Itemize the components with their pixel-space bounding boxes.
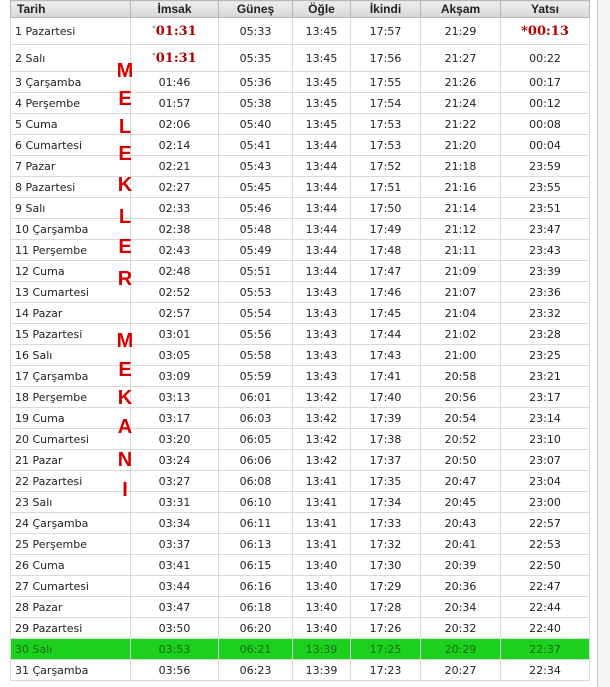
cell-ogle: 13:43 [293, 324, 351, 345]
cell-date: 24 Çarşamba [11, 513, 131, 534]
cell-gunes: 05:38 [219, 93, 293, 114]
cell-imsak: 03:27 [131, 471, 219, 492]
cell-date: 28 Pazar [11, 597, 131, 618]
cell-date: 25 Perşembe [11, 534, 131, 555]
cell-gunes: 06:23 [219, 660, 293, 681]
cell-ogle: 13:44 [293, 198, 351, 219]
table-row [11, 387, 590, 408]
table-row [11, 471, 590, 492]
cell-imsak: 02:06 [131, 114, 219, 135]
cell-imsak: 03:31 [131, 492, 219, 513]
table-row [11, 555, 590, 576]
column-header-ogle[interactable]: Öğle [293, 1, 351, 18]
cell-yatsi: 00:04 [501, 135, 590, 156]
cell-ikindi: 17:26 [351, 618, 421, 639]
cell-ogle: 13:43 [293, 345, 351, 366]
cell-yatsi: 23:55 [501, 177, 590, 198]
cell-imsak: 03:05 [131, 345, 219, 366]
cell-ikindi: 17:45 [351, 303, 421, 324]
cell-aksam: 21:24 [421, 93, 501, 114]
cell-aksam: 21:27 [421, 45, 501, 72]
vertical-scrollbar[interactable] [597, 0, 610, 687]
cell-gunes: 05:54 [219, 303, 293, 324]
cell-yatsi: 00:12 [501, 93, 590, 114]
cell-yatsi: 22:50 [501, 555, 590, 576]
cell-date: 22 Pazartesi [11, 471, 131, 492]
cell-aksam: 21:20 [421, 135, 501, 156]
cell-ikindi: 17:51 [351, 177, 421, 198]
cell-date: 15 Pazartesi [11, 324, 131, 345]
table-row [11, 219, 590, 240]
cell-gunes: 06:20 [219, 618, 293, 639]
cell-ikindi: 17:55 [351, 72, 421, 93]
cell-gunes: 06:18 [219, 597, 293, 618]
cell-aksam: 21:00 [421, 345, 501, 366]
cell-imsak: 03:01 [131, 324, 219, 345]
table-row [11, 534, 590, 555]
cell-gunes: 05:56 [219, 324, 293, 345]
cell-yatsi: 22:34 [501, 660, 590, 681]
cell-ogle: 13:40 [293, 555, 351, 576]
cell-aksam: 21:29 [421, 18, 501, 45]
cell-ikindi: 17:34 [351, 492, 421, 513]
cell-yatsi: 23:17 [501, 387, 590, 408]
cell-imsak: 02:14 [131, 135, 219, 156]
cell-aksam: 20:43 [421, 513, 501, 534]
cell-ikindi: 17:50 [351, 198, 421, 219]
cell-aksam: 21:18 [421, 156, 501, 177]
watermark-letter: E [118, 143, 132, 165]
watermark-letter: I [122, 479, 128, 501]
cell-gunes: 05:40 [219, 114, 293, 135]
cell-date: 20 Cumartesi [11, 429, 131, 450]
watermark-letter: M [116, 330, 134, 352]
cell-yatsi: 22:37 [501, 639, 590, 660]
cell-yatsi: 22:40 [501, 618, 590, 639]
cell-gunes: 05:36 [219, 72, 293, 93]
cell-aksam: 21:09 [421, 261, 501, 282]
cell-ikindi: 17:32 [351, 534, 421, 555]
cell-gunes: 05:35 [219, 45, 293, 72]
watermark-letter: L [118, 206, 132, 228]
cell-imsak: 02:52 [131, 282, 219, 303]
watermark-letter: N [117, 449, 133, 471]
cell-gunes: 06:10 [219, 492, 293, 513]
table-row [11, 261, 590, 282]
cell-date: 6 Cumartesi [11, 135, 131, 156]
table-row [11, 198, 590, 219]
table-row [11, 240, 590, 261]
cell-gunes: 05:45 [219, 177, 293, 198]
cell-ogle: 13:45 [293, 45, 351, 72]
column-header-yatsi[interactable]: Yatsı [501, 1, 590, 18]
cell-gunes: 06:21 [219, 639, 293, 660]
cell-yatsi: 00:08 [501, 114, 590, 135]
cell-yatsi: 23:07 [501, 450, 590, 471]
cell-yatsi: 23:32 [501, 303, 590, 324]
cell-yatsi: 23:43 [501, 240, 590, 261]
cell-yatsi: 00:17 [501, 72, 590, 93]
watermark-letter: L [118, 116, 132, 138]
cell-yatsi: 23:36 [501, 282, 590, 303]
cell-yatsi: 23:04 [501, 471, 590, 492]
cell-aksam: 20:58 [421, 366, 501, 387]
cell-aksam: 20:36 [421, 576, 501, 597]
watermark-letter: E [118, 88, 132, 110]
cell-aksam: 20:39 [421, 555, 501, 576]
cell-aksam: 20:52 [421, 429, 501, 450]
cell-aksam: 20:41 [421, 534, 501, 555]
cell-value: 01:31 [155, 50, 197, 66]
cell-date: 26 Cuma [11, 555, 131, 576]
table-row [11, 345, 590, 366]
cell-ikindi: 17:41 [351, 366, 421, 387]
cell-gunes: 05:49 [219, 240, 293, 261]
cell-gunes: 05:51 [219, 261, 293, 282]
cell-aksam: 21:02 [421, 324, 501, 345]
cell-gunes: 06:08 [219, 471, 293, 492]
cell-aksam: 21:26 [421, 72, 501, 93]
watermark-letter: K [117, 174, 133, 196]
table-row [11, 177, 590, 198]
cell-ogle: 13:39 [293, 639, 351, 660]
table-row [11, 135, 590, 156]
cell-date: 3 Çarşamba [11, 72, 131, 93]
cell-yatsi: 23:21 [501, 366, 590, 387]
cell-yatsi: 22:53 [501, 534, 590, 555]
cell-date: 30 Salı [11, 639, 131, 660]
cell-yatsi: 00:22 [501, 45, 590, 72]
cell-imsak [131, 18, 219, 45]
cell-ogle: 13:43 [293, 282, 351, 303]
cell-ogle: 13:43 [293, 303, 351, 324]
table-row [11, 366, 590, 387]
cell-imsak: 02:43 [131, 240, 219, 261]
cell-ikindi: 17:53 [351, 135, 421, 156]
cell-ikindi: 17:56 [351, 45, 421, 72]
cell-ogle: 13:42 [293, 450, 351, 471]
table-row [11, 492, 590, 513]
cell-aksam: 20:27 [421, 660, 501, 681]
cell-imsak: 02:27 [131, 177, 219, 198]
cell-date: 16 Salı [11, 345, 131, 366]
cell-ogle: 13:42 [293, 429, 351, 450]
cell-date: 7 Pazar [11, 156, 131, 177]
cell-ogle: 13:41 [293, 492, 351, 513]
cell-imsak: 03:56 [131, 660, 219, 681]
cell-ogle: 13:44 [293, 156, 351, 177]
cell-date: 31 Çarşamba [11, 660, 131, 681]
cell-gunes: 05:48 [219, 219, 293, 240]
cell-ikindi: 17:30 [351, 555, 421, 576]
cell-aksam: 20:34 [421, 597, 501, 618]
cell-gunes: 05:53 [219, 282, 293, 303]
cell-ogle: 13:45 [293, 72, 351, 93]
cell-imsak: 03:44 [131, 576, 219, 597]
column-header-imsak[interactable]: İmsak [131, 1, 219, 18]
cell-ikindi: 17:38 [351, 429, 421, 450]
table-row [11, 72, 590, 93]
cell-yatsi: 23:10 [501, 429, 590, 450]
cell-imsak: 01:57 [131, 93, 219, 114]
cell-gunes: 05:33 [219, 18, 293, 45]
cell-aksam: 21:12 [421, 219, 501, 240]
watermark-letter: R [117, 268, 133, 290]
cell-aksam: 20:32 [421, 618, 501, 639]
cell-date: 1 Pazartesi [11, 18, 131, 45]
cell-ikindi: 17:29 [351, 576, 421, 597]
cell-aksam: 20:29 [421, 639, 501, 660]
table-row [11, 597, 590, 618]
cell-gunes: 06:06 [219, 450, 293, 471]
cell-imsak: 02:33 [131, 198, 219, 219]
cell-date: 8 Pazartesi [11, 177, 131, 198]
asterisk-mark: * [521, 23, 528, 39]
cell-gunes: 05:46 [219, 198, 293, 219]
cell-date: 11 Perşembe [11, 240, 131, 261]
cell-imsak: 03:37 [131, 534, 219, 555]
cell-ikindi: 17:37 [351, 450, 421, 471]
cell-ogle: 13:41 [293, 534, 351, 555]
cell-aksam: 21:07 [421, 282, 501, 303]
cell-ikindi: 17:40 [351, 387, 421, 408]
table-row [11, 660, 590, 681]
cell-ogle: 13:41 [293, 513, 351, 534]
cell-date: 14 Pazar [11, 303, 131, 324]
cell-yatsi: 23:14 [501, 408, 590, 429]
table-header [11, 1, 590, 18]
cell-ikindi: 17:28 [351, 597, 421, 618]
cell-aksam: 20:56 [421, 387, 501, 408]
table-body [11, 18, 590, 681]
cell-date: 19 Cuma [11, 408, 131, 429]
cell-ikindi: 17:39 [351, 408, 421, 429]
cell-aksam: 20:47 [421, 471, 501, 492]
table-row [11, 45, 590, 72]
prayer-times-table [10, 0, 590, 681]
cell-ikindi: 17:57 [351, 18, 421, 45]
cell-gunes: 06:15 [219, 555, 293, 576]
cell-imsak: 03:17 [131, 408, 219, 429]
cell-ogle: 13:41 [293, 471, 351, 492]
cell-imsak: 03:09 [131, 366, 219, 387]
asterisk-mark: * [152, 23, 156, 32]
cell-ogle: 13:40 [293, 597, 351, 618]
cell-date: 4 Perşembe [11, 93, 131, 114]
cell-yatsi: 22:44 [501, 597, 590, 618]
table-row [11, 114, 590, 135]
cell-ogle: 13:44 [293, 240, 351, 261]
cell-ikindi: 17:47 [351, 261, 421, 282]
cell-imsak: 01:46 [131, 72, 219, 93]
cell-gunes: 06:13 [219, 534, 293, 555]
cell-ikindi: 17:43 [351, 345, 421, 366]
cell-aksam: 20:54 [421, 408, 501, 429]
cell-date: 17 Çarşamba [11, 366, 131, 387]
column-header-aksam[interactable]: Akşam [421, 1, 501, 18]
cell-imsak: 03:24 [131, 450, 219, 471]
cell-ogle: 13:40 [293, 618, 351, 639]
cell-ikindi: 17:46 [351, 282, 421, 303]
cell-aksam: 21:14 [421, 198, 501, 219]
cell-yatsi: 23:51 [501, 198, 590, 219]
cell-date: 5 Cuma [11, 114, 131, 135]
cell-aksam: 20:50 [421, 450, 501, 471]
cell-imsak: 03:20 [131, 429, 219, 450]
table-row [11, 429, 590, 450]
cell-ogle: 13:45 [293, 114, 351, 135]
asterisk-mark: * [152, 50, 156, 59]
cell-imsak: 03:41 [131, 555, 219, 576]
table-row [11, 618, 590, 639]
cell-date: 2 Salı [11, 45, 131, 72]
cell-ikindi: 17:52 [351, 156, 421, 177]
column-header-gunes[interactable]: Güneş [219, 1, 293, 18]
cell-yatsi: 22:47 [501, 576, 590, 597]
cell-imsak: 02:48 [131, 261, 219, 282]
cell-ikindi: 17:44 [351, 324, 421, 345]
cell-value: 01:31 [155, 23, 197, 39]
cell-ikindi: 17:23 [351, 660, 421, 681]
cell-ogle: 13:42 [293, 387, 351, 408]
cell-ikindi: 17:49 [351, 219, 421, 240]
cell-date: 21 Pazar [11, 450, 131, 471]
watermark-letter: A [117, 416, 133, 438]
cell-ogle: 13:40 [293, 576, 351, 597]
table-row [11, 93, 590, 114]
cell-ogle: 13:39 [293, 660, 351, 681]
cell-ogle: 13:44 [293, 219, 351, 240]
cell-imsak: 03:53 [131, 639, 219, 660]
cell-ogle: 13:44 [293, 261, 351, 282]
cell-ikindi: 17:25 [351, 639, 421, 660]
column-header-ikindi[interactable]: İkindi [351, 1, 421, 18]
watermark-letter: E [118, 236, 132, 258]
cell-ogle: 13:43 [293, 366, 351, 387]
cell-ikindi: 17:53 [351, 114, 421, 135]
table-row [11, 408, 590, 429]
cell-ogle: 13:42 [293, 408, 351, 429]
cell-ogle: 13:44 [293, 177, 351, 198]
cell-value: 00:13 [527, 23, 569, 39]
cell-imsak: 02:57 [131, 303, 219, 324]
cell-date: 9 Salı [11, 198, 131, 219]
cell-ikindi: 17:33 [351, 513, 421, 534]
watermark-letter: M [116, 60, 134, 82]
cell-ikindi: 17:54 [351, 93, 421, 114]
watermark-letter: E [118, 359, 132, 381]
cell-yatsi: 23:59 [501, 156, 590, 177]
cell-imsak: 02:38 [131, 219, 219, 240]
cell-imsak: 02:21 [131, 156, 219, 177]
cell-imsak: 03:34 [131, 513, 219, 534]
cell-yatsi: 23:47 [501, 219, 590, 240]
table-row [11, 324, 590, 345]
cell-gunes: 06:05 [219, 429, 293, 450]
cell-yatsi: 23:39 [501, 261, 590, 282]
cell-ikindi: 17:48 [351, 240, 421, 261]
cell-aksam: 21:16 [421, 177, 501, 198]
table-row [11, 282, 590, 303]
cell-date: 13 Cumartesi [11, 282, 131, 303]
cell-date: 29 Pazartesi [11, 618, 131, 639]
cell-gunes: 06:16 [219, 576, 293, 597]
cell-gunes: 06:11 [219, 513, 293, 534]
cell-yatsi [501, 18, 590, 45]
cell-ikindi: 17:35 [351, 471, 421, 492]
cell-yatsi: 23:00 [501, 492, 590, 513]
cell-yatsi: 23:28 [501, 324, 590, 345]
cell-date: 23 Salı [11, 492, 131, 513]
cell-aksam: 21:11 [421, 240, 501, 261]
cell-gunes: 05:43 [219, 156, 293, 177]
cell-imsak [131, 45, 219, 72]
column-header-date[interactable]: Tarih [11, 1, 131, 18]
table-row [11, 450, 590, 471]
cell-aksam: 21:04 [421, 303, 501, 324]
cell-date: 10 Çarşamba [11, 219, 131, 240]
cell-imsak: 03:47 [131, 597, 219, 618]
cell-ogle: 13:44 [293, 135, 351, 156]
cell-yatsi: 22:57 [501, 513, 590, 534]
table-row [11, 303, 590, 324]
header-row [11, 1, 590, 18]
table-row [11, 639, 590, 660]
cell-gunes: 05:58 [219, 345, 293, 366]
cell-yatsi: 23:25 [501, 345, 590, 366]
cell-imsak: 03:13 [131, 387, 219, 408]
cell-gunes: 05:41 [219, 135, 293, 156]
watermark-letter: K [117, 387, 133, 409]
cell-gunes: 05:59 [219, 366, 293, 387]
cell-gunes: 06:01 [219, 387, 293, 408]
cell-aksam: 20:45 [421, 492, 501, 513]
cell-date: 18 Perşembe [11, 387, 131, 408]
cell-ogle: 13:45 [293, 18, 351, 45]
table-row [11, 513, 590, 534]
cell-aksam: 21:22 [421, 114, 501, 135]
cell-date: 27 Cumartesi [11, 576, 131, 597]
table-row [11, 156, 590, 177]
cell-date: 12 Cuma [11, 261, 131, 282]
table-row [11, 18, 590, 45]
table-row [11, 576, 590, 597]
cell-gunes: 06:03 [219, 408, 293, 429]
cell-imsak: 03:50 [131, 618, 219, 639]
cell-ogle: 13:45 [293, 93, 351, 114]
